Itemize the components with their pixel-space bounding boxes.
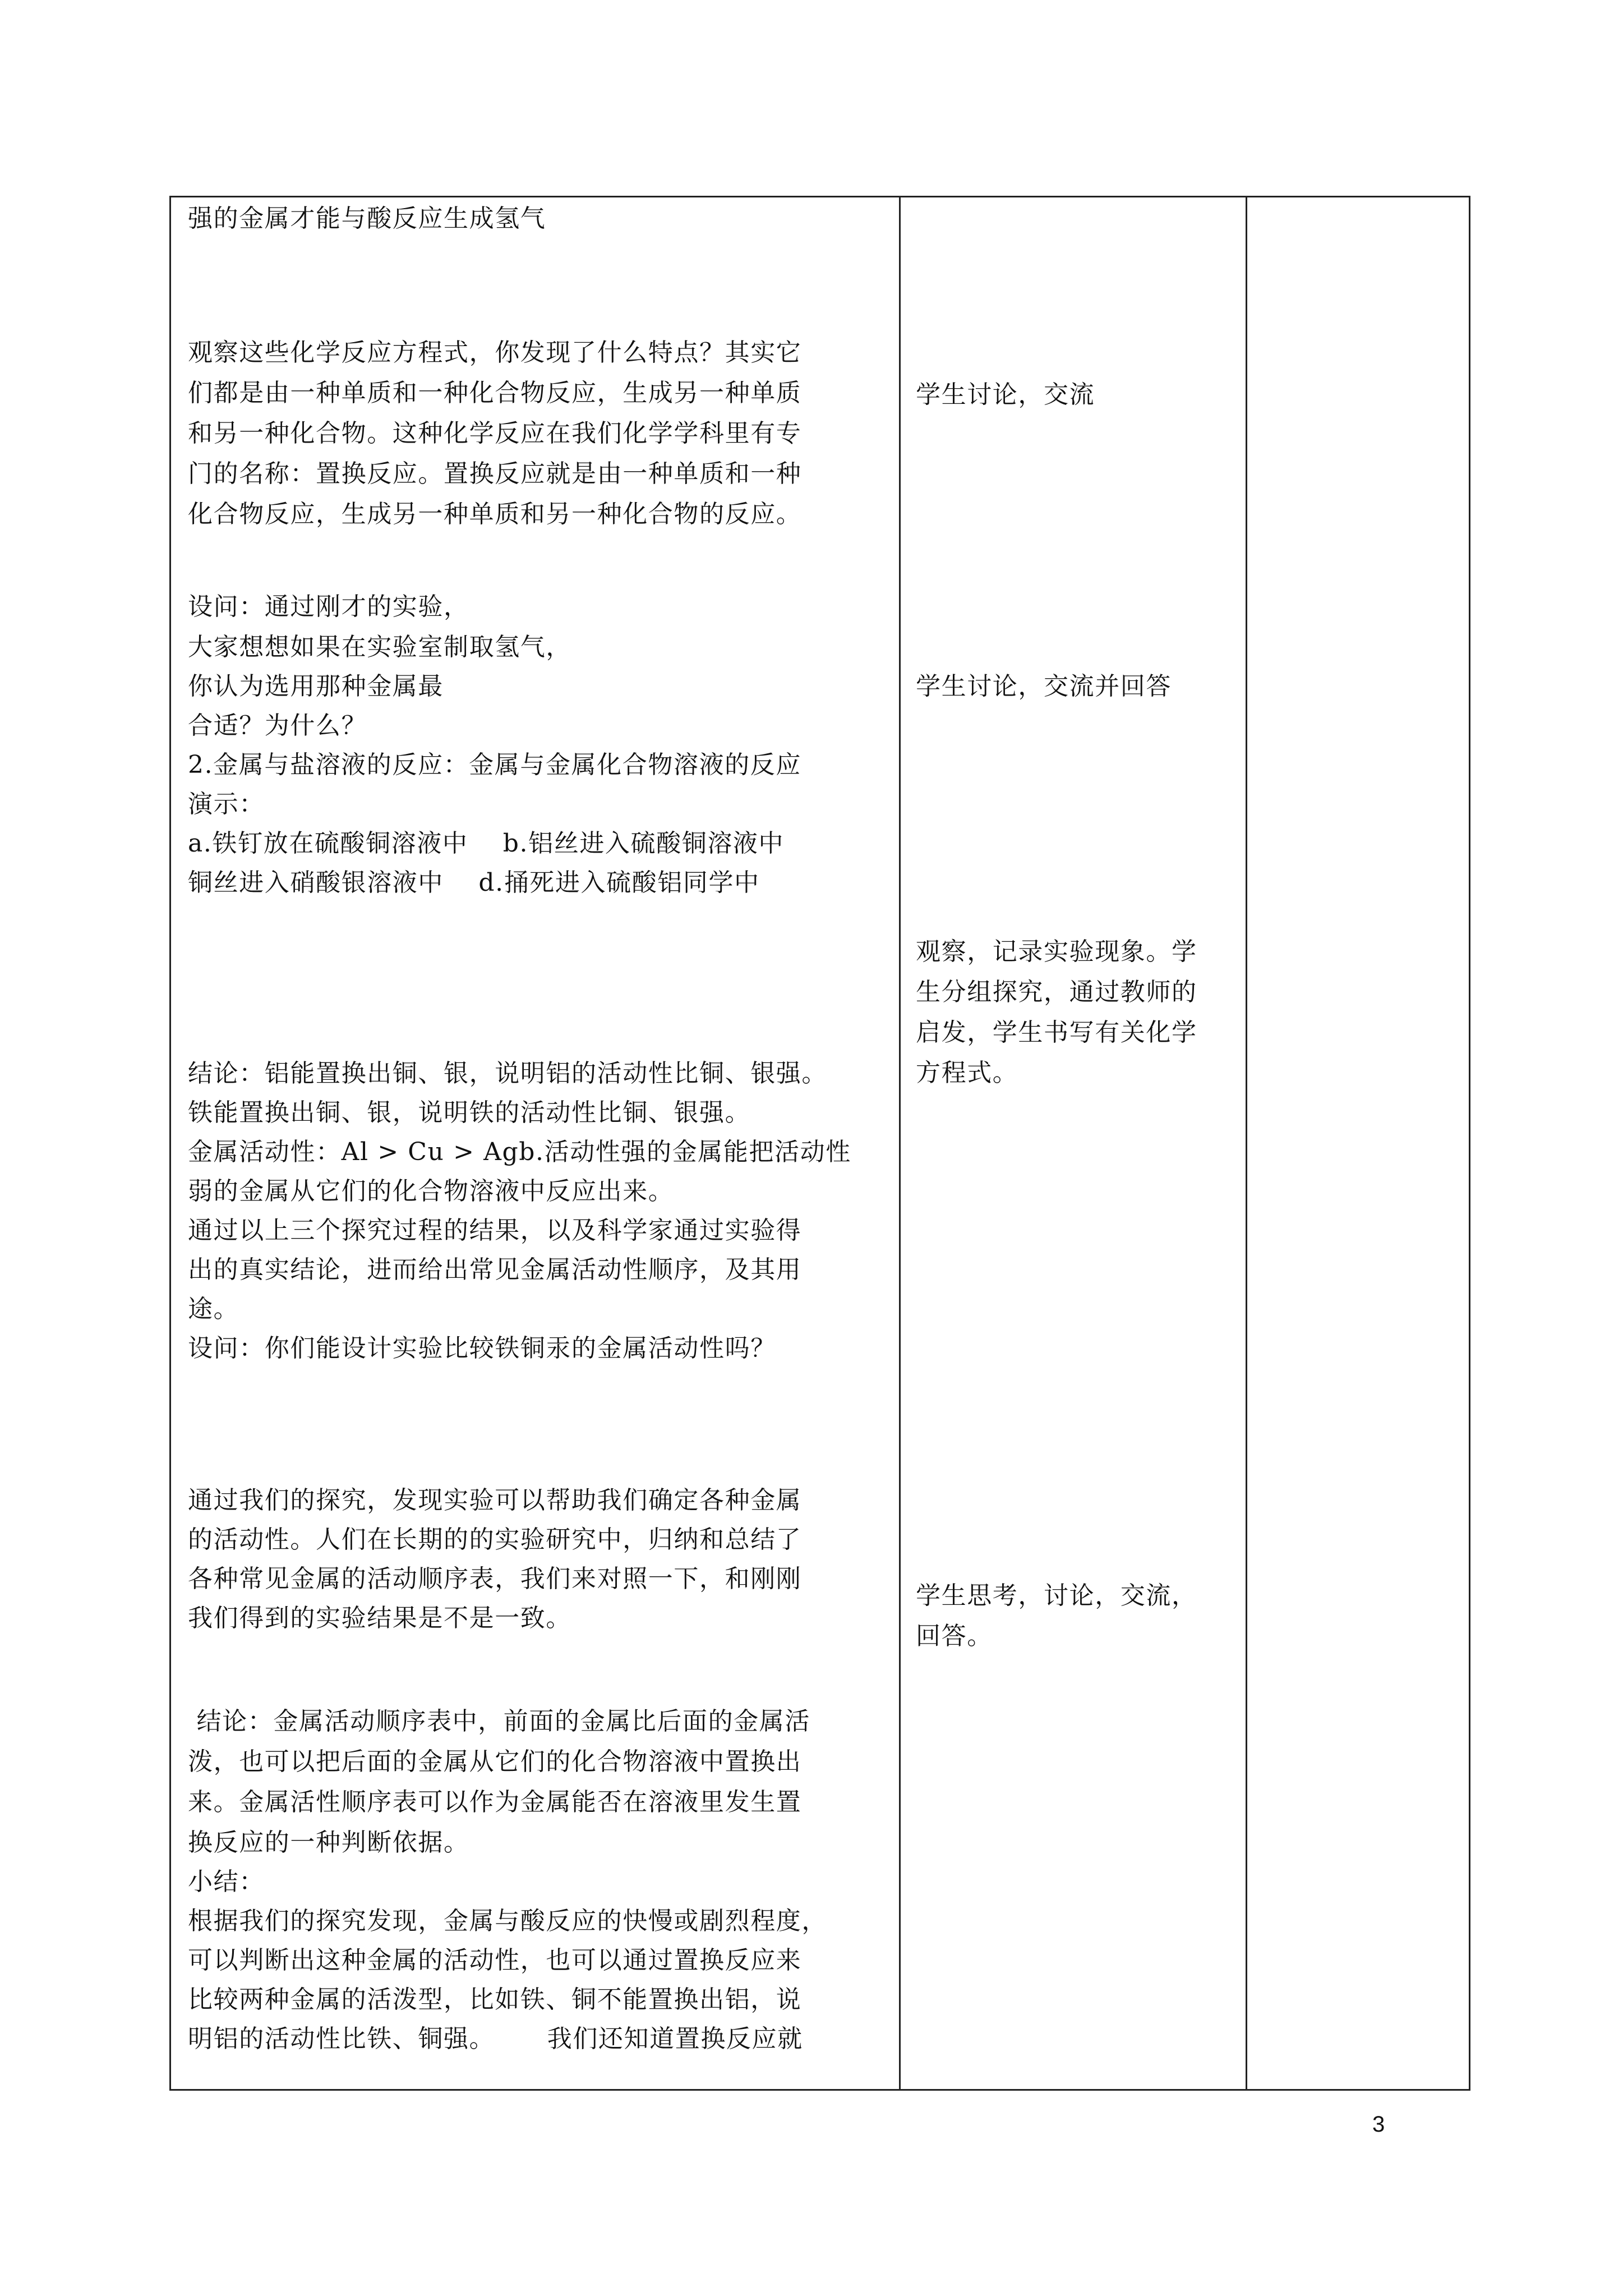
teacher-text-line: 铜丝进入硝酸银溶液中 d.捅死进入硫酸铝同学中 — [188, 868, 760, 897]
student-text-line: 启发，学生书写有关化学 — [916, 1018, 1197, 1047]
teacher-text-line: 通过以上三个探究过程的结果，以及科学家通过实验得 — [188, 1216, 802, 1245]
teacher-text-line: 合适？为什么？ — [188, 711, 367, 740]
teacher-text-line: 泼，也可以把后面的金属从它们的化合物溶液中置换出 — [188, 1747, 802, 1776]
teacher-text-line: 你认为选用那种金属最 — [188, 672, 444, 701]
teacher-text-line: 设问：通过刚才的实验， — [188, 592, 469, 621]
student-text-line: 方程式。 — [916, 1059, 1018, 1087]
teacher-text-line: 弱的金属从它们的化合物溶液中反应出来。 — [188, 1177, 674, 1205]
teacher-text-line: 换反应的一种判断依据。 — [188, 1828, 469, 1857]
teacher-text-line: 明铝的活动性比铁、铜强。 我们还知道置换反应就 — [188, 2024, 803, 2053]
teacher-text-line: 门的名称：置换反应。置换反应就是由一种单质和一种 — [188, 459, 802, 488]
teacher-text-line: 我们得到的实验结果是不是一致。 — [188, 1604, 571, 1632]
teacher-text-line: 金属活动性：Al > Cu > Agb.活动性强的金属能把活动性 — [188, 1138, 851, 1166]
teacher-text-line: 2.金属与盐溶液的反应：金属与金属化合物溶液的反应 — [188, 751, 801, 779]
student-text-line: 学生思考，讨论，交流， — [916, 1581, 1197, 1610]
teacher-text-line: 设问：你们能设计实验比较铁铜汞的金属活动性吗？ — [188, 1334, 776, 1363]
student-text-line: 生分组探究，通过教师的 — [916, 978, 1197, 1006]
teacher-text-line: 和另一种化合物。这种化学反应在我们化学学科里有专 — [188, 419, 802, 448]
teacher-text-line: 出的真实结论，进而给出常见金属活动性顺序，及其用 — [188, 1255, 802, 1284]
page-number: 3 — [1372, 2112, 1385, 2137]
teacher-text-line: 途。 — [188, 1295, 239, 1323]
column-divider — [899, 197, 901, 2089]
teacher-text-line: 的活动性。人们在长期的的实验研究中，归纳和总结了 — [188, 1525, 802, 1554]
column-divider — [1246, 197, 1247, 2089]
student-text-line: 回答。 — [916, 1622, 993, 1650]
student-text-line: 学生讨论，交流 — [916, 380, 1095, 409]
teacher-text-line: 观察这些化学反应方程式，你发现了什么特点？其实它 — [188, 338, 802, 367]
lesson-table — [169, 196, 1470, 2091]
teacher-text-line: 大家想想如果在实验室制取氢气， — [188, 633, 571, 661]
teacher-text-line: 通过我们的探究，发现实验可以帮助我们确定各种金属 — [188, 1486, 802, 1515]
teacher-text-line: 比较两种金属的活泼型，比如铁、铜不能置换出铝，说 — [188, 1985, 802, 2014]
student-text-line: 观察，记录实验现象。学 — [916, 937, 1197, 966]
teacher-text-line: 可以判断出这种金属的活动性，也可以通过置换反应来 — [188, 1946, 802, 1975]
teacher-text-line: 各种常见金属的活动顺序表，我们来对照一下，和刚刚 — [188, 1565, 802, 1593]
teacher-text-line: 演示： — [188, 790, 265, 818]
teacher-text-line: 结论：铝能置换出铜、银，说明铝的活动性比铜、银强。 — [188, 1059, 827, 1088]
teacher-text-line: 强的金属才能与酸反应生成氢气 — [188, 204, 546, 233]
teacher-text-line: 化合物反应，生成另一种单质和另一种化合物的反应。 — [188, 500, 802, 528]
teacher-text-line: a.铁钉放在硫酸铜溶液中 b.铝丝进入硫酸铜溶液中 — [188, 829, 785, 858]
teacher-text-line: 铁能置换出铜、银，说明铁的活动性比铜、银强。 — [188, 1098, 751, 1127]
teacher-text-line: 小结： — [188, 1867, 265, 1896]
student-text-line: 学生讨论，交流并回答 — [916, 672, 1172, 701]
teacher-text-line: 来。金属活性顺序表可以作为金属能否在溶液里发生置 — [188, 1788, 802, 1816]
teacher-text-line: 们都是由一种单质和一种化合物反应，生成另一种单质 — [188, 379, 802, 407]
teacher-text-line: 结论：金属活动顺序表中，前面的金属比后面的金属活 — [188, 1707, 810, 1736]
teacher-text-line: 根据我们的探究发现，金属与酸反应的快慢或剧烈程度， — [188, 1907, 827, 1935]
